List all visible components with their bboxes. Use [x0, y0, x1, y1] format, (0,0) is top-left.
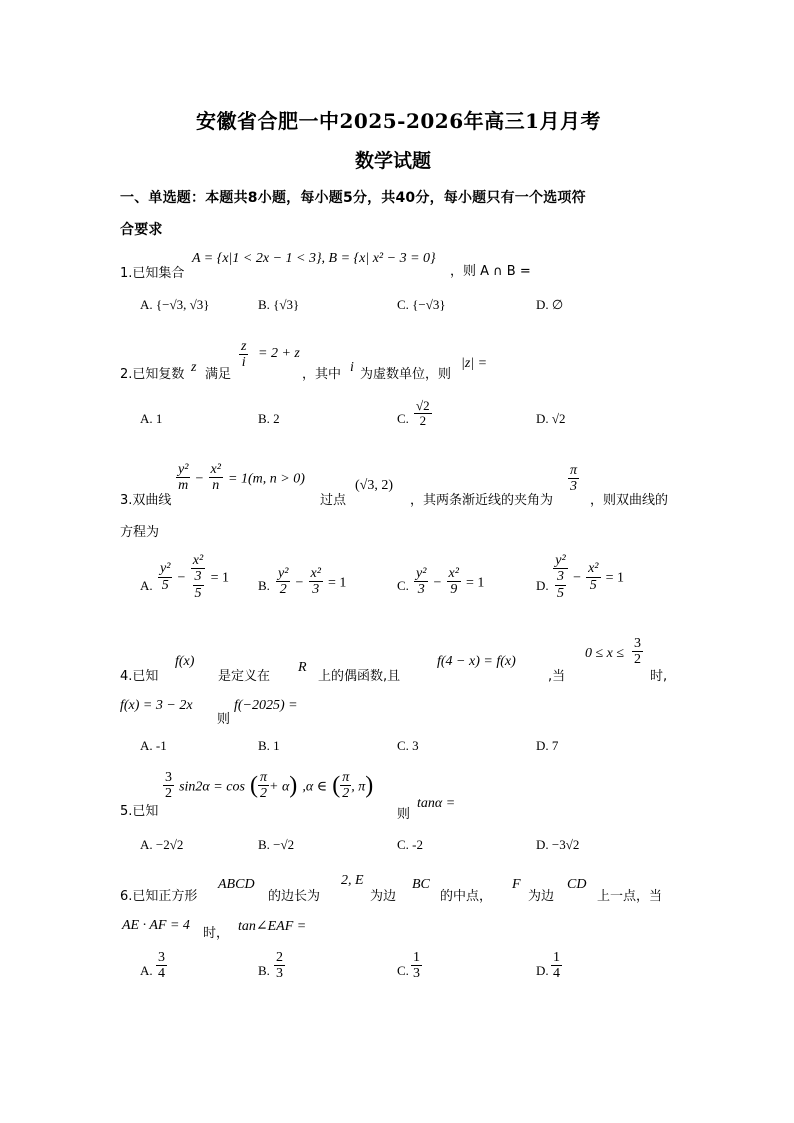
- q6-option-c-label: C.: [397, 963, 409, 978]
- exam-title: 安徽省合肥一中2025-2026年高三1月月考: [196, 109, 602, 133]
- q6-cd: CD: [567, 877, 587, 892]
- q3-angle: [568, 463, 579, 495]
- q6-line2-eq: AE · AF = 4: [122, 918, 190, 933]
- q4-cond-fraction: [632, 636, 643, 668]
- q3-option-b-label: B.: [258, 578, 270, 593]
- q2-stem: 2.已知复数: [120, 367, 185, 382]
- q1-option-c: C. {−√3}: [397, 297, 446, 312]
- q3-option-c-num2: x²: [448, 566, 459, 581]
- q2-frac-num: z: [241, 339, 247, 354]
- q5-paren-rest: + α: [269, 779, 290, 795]
- q6-abcd: ABCD: [218, 877, 255, 892]
- q3-option-c-den2: 9: [450, 582, 458, 598]
- q2-frac-den: i: [241, 355, 246, 371]
- q1-expression: A = {x|1 < 2x − 1 < 3}, B = {x| x² − 3 = 0}: [192, 251, 436, 266]
- q6-mid3: 的中点，: [440, 889, 493, 904]
- q2-option-c-label: C.: [397, 411, 409, 426]
- q6-option-c-num: 1: [413, 950, 420, 965]
- q2-option-c-fraction: [414, 399, 432, 429]
- q1-stem: 1.已知集合: [120, 266, 185, 281]
- q4-option-b: B. 1: [258, 738, 280, 753]
- section-heading-line1: 一、单选题：本题共8小题，每小题5分，共40分，每小题只有一个选项符: [120, 190, 586, 206]
- q2-option-d: D. √2: [536, 411, 566, 426]
- q4-cond-num: 3: [634, 636, 641, 651]
- q3-option-a-num1: y²: [160, 561, 171, 577]
- q4-cond-den: 2: [634, 652, 641, 668]
- q1-option-d: D. ∅: [536, 297, 564, 312]
- q2-var-z: z: [191, 360, 197, 375]
- q2-option-b: B. 2: [258, 411, 280, 426]
- q5-mid: ,α ∈: [302, 779, 328, 795]
- q5-int-rest: , π: [351, 779, 366, 795]
- q3-option-c-den1: 3: [417, 582, 425, 598]
- q3-equation: $\frac{\text{y²}}{m}$ − $\frac{\text{x²}}{n}$ = 1(m, n > 0): [178, 462, 305, 494]
- q5-option-d: D. −3√2: [536, 837, 580, 852]
- q3-option-b-num1: y²: [278, 566, 289, 581]
- q3-eq-y: y²: [178, 462, 189, 477]
- q2-option-c-num: √2: [416, 398, 430, 413]
- q1-option-a: A. {−√3, √3}: [140, 297, 210, 312]
- q6-tail: 上一点，当: [597, 889, 663, 904]
- q6-option-c-den: 3: [413, 966, 420, 982]
- q4-option-d: D. 7: [536, 738, 559, 753]
- q3-stem: 3.双曲线: [120, 493, 172, 508]
- q6-option-a-label: A.: [140, 963, 153, 978]
- q6-mid4: 为边: [528, 889, 555, 904]
- q3-option-b-den1: 2: [279, 582, 287, 598]
- q6-mid1: 的边长为: [268, 889, 321, 904]
- q6-option-a-fraction: [156, 950, 167, 982]
- q6-option-c-fraction: [411, 950, 422, 982]
- q3-eq-m: m: [178, 478, 189, 494]
- q3-angle-num: π: [570, 463, 578, 478]
- q6-bc: BC: [412, 877, 430, 892]
- q3-tail: ，其两条渐近线的夹角为: [410, 493, 554, 508]
- q3-option-a-den2a: 3: [194, 569, 202, 585]
- q3-line2: 方程为: [120, 525, 160, 540]
- q5-expr: sin2α = cos: [179, 779, 245, 795]
- q4-mid1: 是定义在: [218, 669, 271, 684]
- q3-option-a-den1: 5: [161, 577, 169, 593]
- q1-tail: ，则 A ∩ B =: [450, 264, 531, 279]
- q3-option-c-expr: $\frac{\text{y²}}{3}$ − $\frac{\text{x²}}{9}$ = 1: [416, 566, 485, 598]
- q6-option-a-num: 3: [158, 950, 165, 965]
- q3-option-c-label: C.: [397, 578, 409, 593]
- q6-two-e: 2, E: [341, 873, 364, 888]
- q2-option-c-den: 2: [419, 413, 427, 429]
- q3-option-b-num2: x²: [310, 566, 321, 581]
- q6-option-b-fraction: [274, 950, 285, 982]
- q4-eq: f(4 − x) = f(x): [437, 654, 516, 669]
- q5-num: 3: [165, 770, 172, 785]
- q3-option-a-label: A.: [140, 578, 153, 593]
- q3-option-d-den1b: 5: [557, 585, 564, 601]
- q3-option-b-expr: $\frac{\text{y²}}{2}$ − $\frac{\text{x²}}{3}$ = 1: [278, 566, 347, 598]
- q4-line2-eq: f(x) = 3 − 2x: [120, 698, 193, 713]
- q5-option-b: B. −√2: [258, 837, 295, 852]
- q2-var-i: i: [350, 360, 354, 375]
- q3-option-b-den2: 3: [312, 582, 320, 598]
- q3-option-a-expr: $\frac{\text{y²}}{5}$ − $\frac{\text{x²}}{\frac{3}{5}}$ = 1: [160, 553, 230, 601]
- q6-option-d-label: D.: [536, 963, 549, 978]
- q4-R: R: [298, 660, 307, 675]
- q5-paren-num: π: [259, 770, 267, 785]
- q4-cond: 0 ≤ x ≤: [585, 646, 625, 661]
- q5-expression: $\frac{3}{2}$ sin2α = cos ( $\frac{\pi}{2}$ + α) ,α ∈ ( $\frac{\pi}{2}$ , π): [165, 770, 374, 802]
- q2-mid: 满足: [205, 367, 232, 382]
- q4-mid3: ,当: [548, 669, 566, 684]
- q3-option-d-label: D.: [536, 578, 549, 593]
- q3-point: (√3, 2): [355, 478, 394, 493]
- q5-stem: 5.已知: [120, 804, 159, 819]
- q4-option-c: C. 3: [397, 738, 419, 753]
- q3-option-d-num1: y²: [555, 553, 566, 568]
- exam-subtitle: 数学试题: [355, 150, 432, 172]
- q6-f: F: [512, 877, 521, 892]
- q6-option-d-fraction: [551, 950, 562, 982]
- q3-option-d-den2: 5: [589, 577, 597, 593]
- q5-int-den: 2: [342, 786, 350, 802]
- q3-option-a-den2b: 5: [194, 585, 202, 601]
- q6-line2-mid: 时，: [203, 926, 230, 941]
- q3-option-c-num1: y²: [416, 566, 427, 581]
- q6-stem: 6.已知正方形: [120, 889, 198, 904]
- q3-mid: 过点: [320, 493, 347, 508]
- q4-mid2: 上的偶函数,且: [318, 669, 401, 684]
- q2-tail2: 为虚数单位，则: [360, 367, 452, 382]
- q5-tail: 则: [397, 807, 411, 822]
- q4-tail: 时,: [650, 669, 668, 684]
- q6-line2-ask: tan∠EAF =: [238, 919, 307, 934]
- q3-eq-rhs: = 1(m, n > 0): [228, 471, 305, 487]
- q6-option-b-den: 3: [276, 966, 283, 982]
- q5-paren-den: 2: [259, 786, 267, 802]
- q4-stem: 4.已知: [120, 669, 159, 684]
- q4-line2-ask: f(−2025) =: [234, 698, 298, 713]
- q6-option-b-label: B.: [258, 963, 270, 978]
- q2-tail1: ，其中: [302, 367, 342, 382]
- q4-line2-mid: 则: [217, 712, 231, 727]
- q3-angle-den: 3: [570, 479, 577, 495]
- q3-eq-x: x²: [210, 462, 221, 477]
- q4-fx: f(x): [175, 654, 195, 669]
- q6-mid2: 为边: [370, 889, 397, 904]
- q1-option-b: B. {√3}: [258, 297, 300, 312]
- q3-option-d-num2: x²: [588, 561, 599, 577]
- q3-option-d-den1a: 3: [557, 569, 564, 585]
- q2-abs: |z| =: [461, 356, 488, 371]
- q3-option-a-rest: = 1: [210, 570, 230, 586]
- q5-ask: tanα =: [417, 796, 456, 811]
- q6-option-a-den: 4: [158, 966, 165, 982]
- q2-fraction: [239, 339, 248, 371]
- q2-rhs: = 2 + z: [258, 346, 300, 361]
- q5-option-c: C. -2: [397, 837, 423, 852]
- q5-int-num: π: [342, 770, 350, 785]
- q5-den: 2: [165, 786, 172, 802]
- q5-option-a: A. −2√2: [140, 837, 184, 852]
- q3-eq-n: n: [212, 478, 220, 494]
- q4-option-a: A. -1: [140, 738, 167, 753]
- q6-option-d-num: 1: [553, 950, 560, 965]
- section-heading-line2: 合要求: [120, 222, 163, 238]
- q6-option-b-num: 2: [276, 950, 283, 965]
- q3-tail2: ，则双曲线的: [590, 493, 669, 508]
- q3-option-d-expr: $\frac{\text{y²}}{\frac{3}{5}}$ − $\frac{\text{x²}}{5}$ = 1: [555, 553, 625, 601]
- q3-option-a-num2: x²: [192, 553, 204, 568]
- q2-option-a: A. 1: [140, 411, 163, 426]
- q6-option-d-den: 4: [553, 966, 560, 982]
